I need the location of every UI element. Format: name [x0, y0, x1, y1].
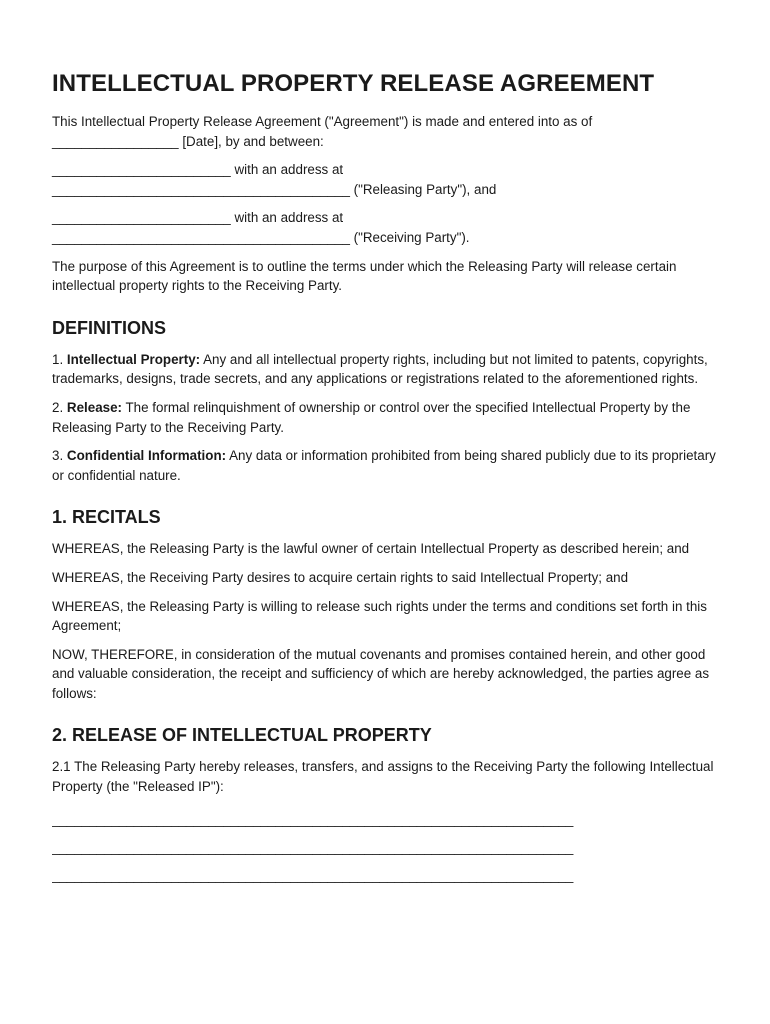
released-ip-blank-line: ______________________________________________________________________: [52, 839, 574, 855]
definition-number: 1.: [52, 351, 64, 367]
definition-term: Confidential Information:: [66, 448, 227, 464]
definitions-heading: DEFINITIONS: [52, 317, 167, 338]
receiving-party-line-2: ________________________________________ ("Receiving Party").: [52, 229, 470, 245]
definition-term: Release:: [66, 399, 122, 415]
releasing-party-block: [52, 160, 718, 199]
release-heading: 2. RELEASE OF INTELLECTUAL PROPERTY: [52, 725, 432, 746]
releasing-party-line-1: ________________________ with an address at: [52, 162, 344, 178]
intro-paragraph: [52, 112, 718, 151]
release-clause: 2.1 The Releasing Party hereby releases, transfers, and assigns to the Receiving Party the following Intellectual Property (the "Released IP"):: [52, 759, 714, 795]
releasing-party-line-2: ________________________________________ ("Releasing Party"), and: [52, 181, 497, 197]
definition-item: [52, 398, 718, 437]
document-title: INTELLECTUAL PROPERTY RELEASE AGREEMENT: [52, 70, 655, 97]
intro-line-2: _________________ [Date], by and between:: [52, 133, 324, 149]
recital-paragraph: NOW, THEREFORE, in consideration of the mutual covenants and promises contained herein, and other good and valuable consideration, the receipt and sufficiency of which are hereby acknowledged, the parties agree as follows:: [52, 646, 710, 701]
recital-paragraph: WHEREAS, the Receiving Party desires to acquire certain rights to said Intellectual Property; and: [52, 569, 629, 585]
released-ip-blank-line: ______________________________________________________________________: [52, 811, 574, 827]
recitals-heading: 1. RECITALS: [52, 507, 161, 528]
recital-paragraph: WHEREAS, the Releasing Party is the lawful owner of certain Intellectual Property as described herein; and: [52, 541, 690, 557]
definition-text: Any and all intellectual property rights, including but not limited to patents, copyrights, trademarks, designs, trade secrets, and any applications or registrations related to the aforementioned rights.: [52, 351, 708, 387]
released-ip-blank-line: ______________________________________________________________________: [52, 867, 574, 883]
definition-text: Any data or information prohibited from being shared publicly due to its proprietary or confidential nature.: [52, 448, 716, 483]
definition-text: The formal relinquishment of ownership or control over the specified Intellectual Property by the Releasing Party to the Receiving Party.: [52, 399, 691, 435]
definition-number: 3.: [52, 448, 64, 464]
receiving-party-block: [52, 208, 718, 247]
definition-term: Intellectual Property:: [66, 351, 201, 367]
definition-item: [52, 446, 718, 485]
intro-line-1: This Intellectual Property Release Agreement ("Agreement") is made and entered into as of: [52, 114, 593, 129]
definition-number: 2.: [52, 399, 64, 415]
recital-paragraph: WHEREAS, the Releasing Party is willing to release such rights under the terms and conditions set forth in this Agreement;: [52, 598, 707, 634]
purpose-paragraph: The purpose of this Agreement is to outline the terms under which the Releasing Party will release certain intellectual property rights to the Receiving Party.: [52, 258, 677, 294]
definition-item: [52, 350, 718, 389]
receiving-party-line-1: ________________________ with an address at: [52, 210, 344, 226]
